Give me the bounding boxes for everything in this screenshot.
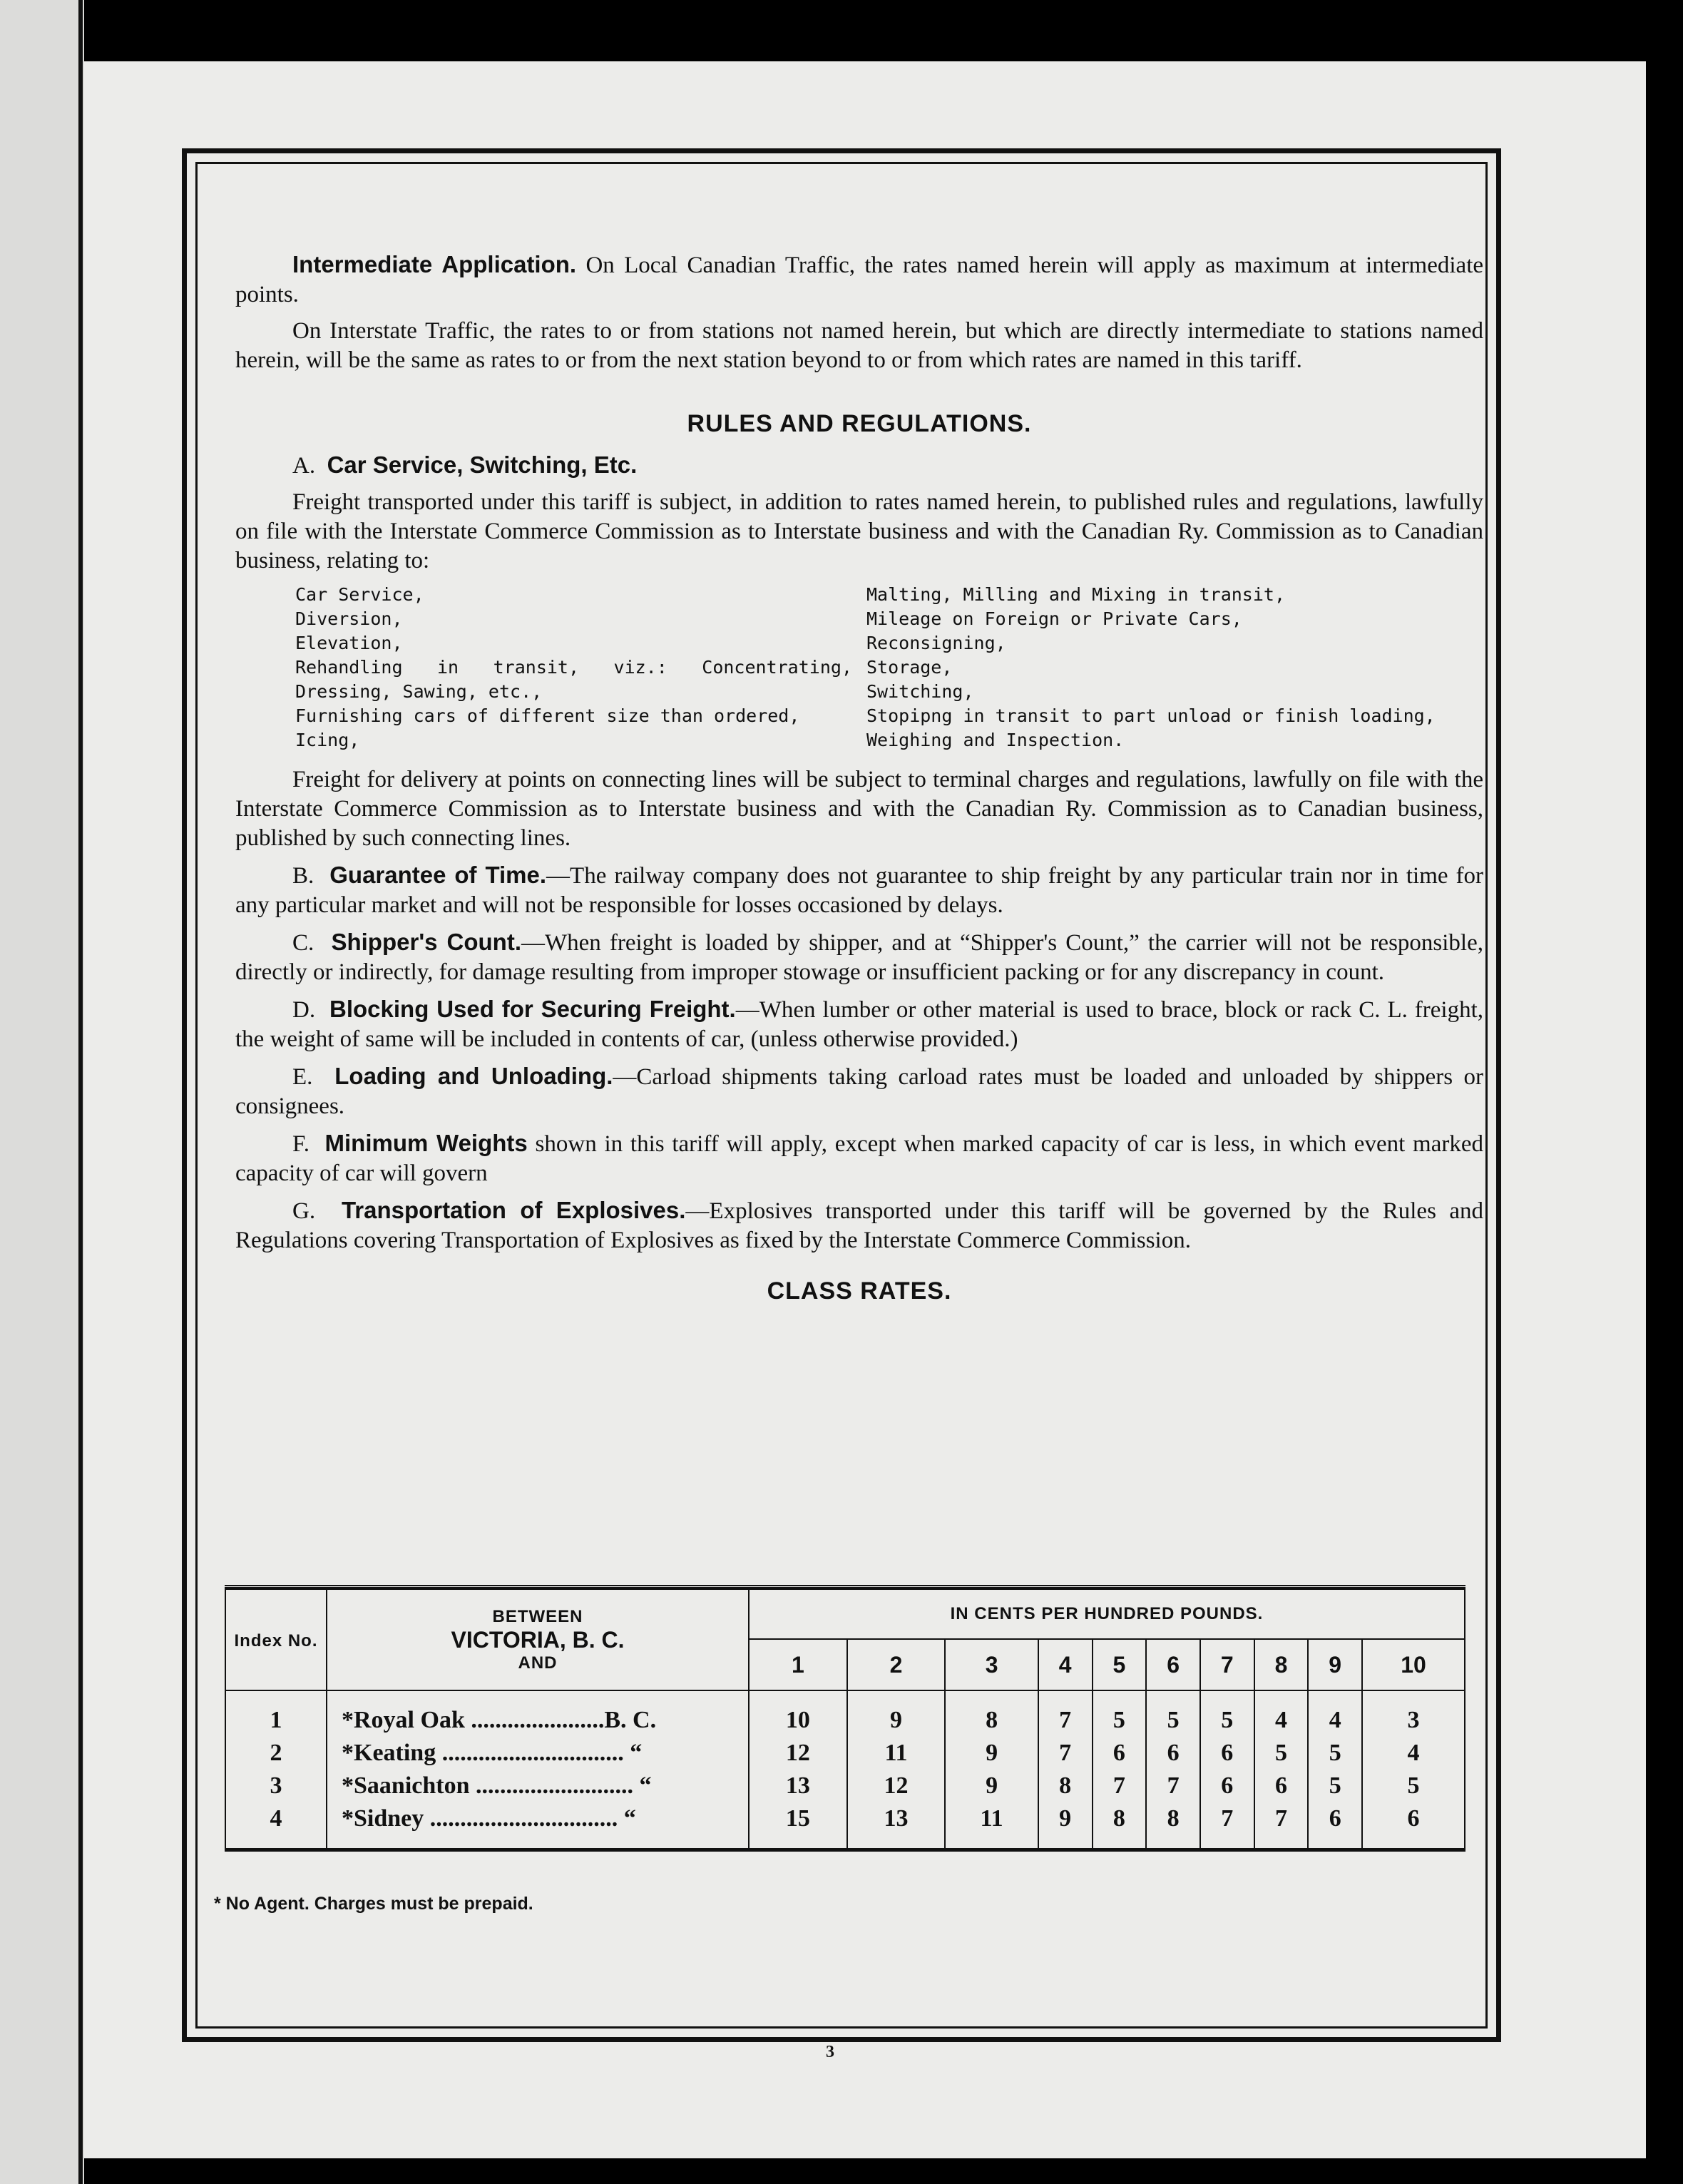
rule-b (235, 860, 1483, 920)
class-header-8: 8 (1254, 1639, 1309, 1690)
index-value: 1 (270, 1707, 282, 1733)
service-list-left (235, 583, 852, 752)
rate-value: 5 (1329, 1772, 1341, 1799)
page-gutter-line (78, 0, 83, 2184)
rule-c-letter: C. (292, 930, 314, 956)
service-item: Stopipng in transit to part unload or finish loading, (866, 705, 1436, 726)
rate-value: 12 (785, 1740, 810, 1766)
class-header-1: 1 (749, 1639, 847, 1690)
rate-value: 15 (785, 1805, 810, 1832)
class-header-7: 7 (1200, 1639, 1254, 1690)
table-body-row (225, 1690, 1465, 1849)
rate-value: 7 (1167, 1772, 1180, 1799)
unit-header: IN CENTS PER HUNDRED POUNDS. (749, 1589, 1465, 1639)
service-list-right (866, 583, 1483, 752)
rule-g-letter: G. (292, 1198, 316, 1224)
rate-value: 9 (1059, 1805, 1072, 1832)
rule-a-title-line (235, 450, 1483, 481)
rule-e (235, 1061, 1483, 1121)
rule-c (235, 927, 1483, 987)
rules-heading: RULES AND REGULATIONS. (687, 410, 1032, 437)
rate-value: 4 (1407, 1740, 1420, 1766)
rate-value: 7 (1274, 1805, 1287, 1832)
origin-label: VICTORIA, B. C. (451, 1626, 625, 1653)
rate-value: 6 (1221, 1740, 1234, 1766)
rate-column-4 (1038, 1690, 1093, 1849)
rule-a-title: Car Service, Switching, Etc. (327, 451, 638, 478)
class-rates-table-wrap (225, 1585, 1465, 1852)
intermediate-text-1: On Local Canadian Traffic, the rates named herein will apply as maximum at intermediate points. (235, 252, 1484, 307)
service-item: Furnishing cars of different size than ordered, (295, 705, 800, 726)
rate-column-3 (945, 1690, 1038, 1849)
rate-value: 9 (986, 1772, 998, 1799)
rate-value: 7 (1112, 1772, 1125, 1799)
rate-value: 6 (1407, 1805, 1420, 1832)
index-column-header (225, 1589, 327, 1690)
rate-value: 7 (1059, 1740, 1072, 1766)
rule-a-outro: Freight for delivery at points on connecting lines will be subject to terminal charges and regulations, lawfully on file with the Interstate Commerce Commission as to Interstate business and with the Canadian Ry. Commission as to Canadian business, published by such connecting lines. (235, 767, 1483, 851)
service-item: Rehandling in transit, viz.: Concentrating, Dressing, Sawing, etc., (295, 657, 852, 702)
index-value: 3 (270, 1772, 282, 1799)
service-item: Storage, (866, 657, 953, 678)
rule-f-text: shown in this tariff will apply, except when marked capacity of car is less, in which event marked capacity of car will govern (235, 1131, 1483, 1186)
rate-value: 5 (1274, 1740, 1287, 1766)
intermediate-title: Intermediate Application. (292, 251, 577, 277)
rate-value: 6 (1329, 1805, 1341, 1832)
service-item: Weighing and Inspection. (866, 730, 1125, 750)
rule-c-text: —When freight is loaded by shipper, and at “Shipper's Count,” the carrier will not be responsible, directly or indirectly, for damage resulting from improper stowage or insufficient packing or for any discrepancy in count. (235, 930, 1483, 985)
service-list (235, 583, 1483, 752)
rule-g (235, 1195, 1483, 1255)
rate-value: 8 (1167, 1805, 1180, 1832)
rule-f-title: Minimum Weights (324, 1130, 528, 1156)
station-name: *Saanichton .......................... “ (342, 1772, 652, 1799)
rate-value: 9 (890, 1707, 902, 1733)
rule-e-title: Loading and Unloading. (334, 1063, 613, 1089)
rate-value: 11 (884, 1740, 908, 1766)
rate-value: 13 (785, 1772, 810, 1799)
rate-value: 5 (1329, 1740, 1341, 1766)
station-name: *Sidney ............................... “ (342, 1805, 636, 1832)
service-item: Malting, Milling and Mixing in transit, (866, 584, 1285, 605)
rate-column-9 (1308, 1690, 1362, 1849)
service-item: Diversion, (295, 608, 403, 629)
rate-value: 10 (785, 1707, 810, 1733)
rate-value: 6 (1274, 1772, 1287, 1799)
index-cell (225, 1690, 327, 1849)
index-header-label: Index No. (234, 1631, 318, 1650)
rate-value: 4 (1274, 1707, 1287, 1733)
station-name: *Keating .............................. “ (342, 1740, 643, 1766)
rate-value: 8 (1059, 1772, 1072, 1799)
table-header-row (225, 1589, 1465, 1639)
rule-b-text: —The railway company does not guarantee to ship freight by any particular train nor in time for any particular market and will not be responsible for losses occasioned by delays. (235, 863, 1483, 918)
rule-d-letter: D. (292, 997, 316, 1023)
rule-d-title: Blocking Used for Securing Freight. (329, 996, 736, 1022)
index-value: 2 (270, 1740, 282, 1766)
service-item: Switching, (866, 681, 974, 702)
rule-a-intro: Freight transported under this tariff is subject, in addition to rates named herein, to published rules and regulations, lawfully on file with the Interstate Commerce Commission as to Interstate business and with the Canadian Ry. Commission as to Canadian business, relating to: (235, 489, 1483, 573)
station-name: *Royal Oak ......................B. C. (342, 1707, 657, 1733)
body-text (235, 250, 1483, 1317)
rate-value: 4 (1329, 1707, 1341, 1733)
rule-b-letter: B. (292, 863, 314, 889)
rate-value: 7 (1221, 1805, 1234, 1832)
service-item: Icing, (295, 730, 360, 750)
rule-a-letter: A. (292, 453, 316, 479)
rate-value: 12 (884, 1772, 909, 1799)
rule-f-letter: F. (292, 1131, 310, 1157)
rate-column-5 (1093, 1690, 1147, 1849)
rule-b-title: Guarantee of Time. (329, 862, 547, 888)
rate-value: 6 (1221, 1772, 1234, 1799)
rate-column-6 (1146, 1690, 1200, 1849)
rate-value: 7 (1059, 1707, 1072, 1733)
footnote: * No Agent. Charges must be prepaid. (214, 1894, 533, 1914)
class-header-10: 10 (1362, 1639, 1465, 1690)
rate-value: 5 (1221, 1707, 1234, 1733)
page-number: 3 (826, 2043, 834, 2061)
service-item: Elevation, (295, 633, 403, 653)
and-label: AND (518, 1653, 558, 1673)
rule-f (235, 1128, 1483, 1188)
service-item: Reconsigning, (866, 633, 1006, 653)
intermediate-text-2: On Interstate Traffic, the rates to or from stations not named herein, but which are directly intermediate to stations named herein, will be the same as rates to or from the next station beyond to or from which rates are named in this tariff. (235, 318, 1483, 373)
rule-c-title: Shipper's Count. (331, 929, 521, 955)
rule-g-text: —Explosives transported under this tariff will be governed by the Rules and Regulations covering Transportation of Explosives as fixed by the Interstate Commerce Commission. (235, 1198, 1483, 1253)
left-page-edge (0, 0, 84, 2184)
class-header-3: 3 (945, 1639, 1038, 1690)
rate-value: 6 (1167, 1740, 1180, 1766)
rule-d-text: —When lumber or other material is used to brace, block or rack C. L. freight, the weight of same will be included in contents of car, (unless otherwise provided.) (235, 997, 1484, 1052)
service-item: Car Service, (295, 584, 424, 605)
index-value: 4 (270, 1805, 282, 1832)
intermediate-paragraph (235, 250, 1483, 310)
class-rates-table (225, 1588, 1465, 1849)
service-item: Mileage on Foreign or Private Cars, (866, 608, 1242, 629)
rule-e-letter: E. (292, 1064, 313, 1090)
rate-column-7 (1200, 1690, 1254, 1849)
between-label: BETWEEN (492, 1606, 583, 1626)
class-header-4: 4 (1038, 1639, 1093, 1690)
rate-value: 3 (1407, 1707, 1420, 1733)
rate-value: 8 (986, 1707, 998, 1733)
between-column-header (327, 1589, 749, 1690)
rate-value: 5 (1407, 1772, 1420, 1799)
rate-column-8 (1254, 1690, 1309, 1849)
rate-column-10 (1362, 1690, 1465, 1849)
station-cell (327, 1690, 749, 1849)
rate-column-2 (847, 1690, 946, 1849)
rate-value: 13 (884, 1805, 909, 1832)
rate-value: 9 (986, 1740, 998, 1766)
rate-value: 11 (980, 1805, 1003, 1832)
rate-value: 8 (1112, 1805, 1125, 1832)
class-header-2: 2 (847, 1639, 946, 1690)
rate-column-1 (749, 1690, 847, 1849)
rule-e-text: —Carload shipments taking carload rates must be loaded and unloaded by shippers or consignees. (235, 1064, 1483, 1119)
class-header-9: 9 (1308, 1639, 1362, 1690)
rule-d (235, 994, 1483, 1054)
class-rates-heading: CLASS RATES. (767, 1277, 952, 1305)
rate-value: 5 (1112, 1707, 1125, 1733)
rate-value: 5 (1167, 1707, 1180, 1733)
class-header-5: 5 (1093, 1639, 1147, 1690)
rate-value: 6 (1112, 1740, 1125, 1766)
rule-g-title: Transportation of Explosives. (341, 1197, 686, 1223)
class-header-6: 6 (1146, 1639, 1200, 1690)
